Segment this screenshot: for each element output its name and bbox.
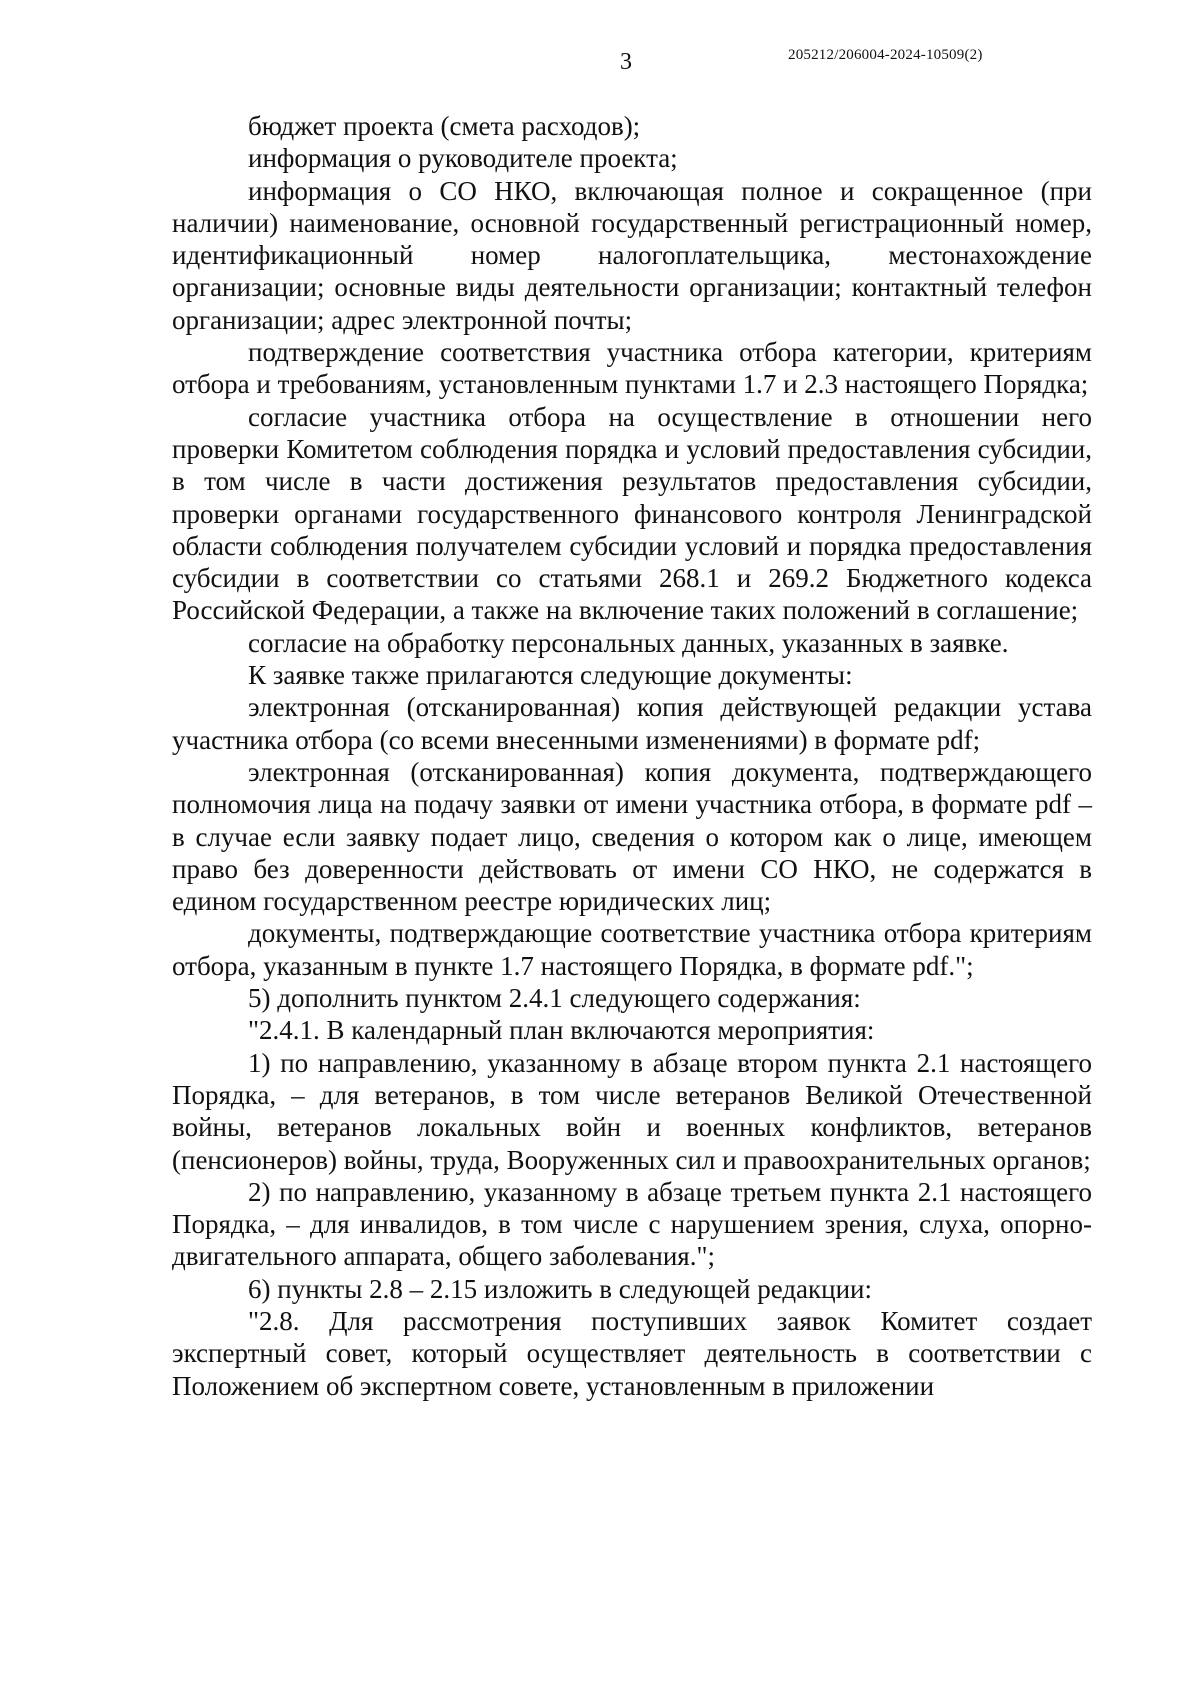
page-number: 3	[620, 49, 632, 75]
paragraph: согласие участника отбора на осуществление в отношении него проверки Комитетом соблюдения порядка и условий предоставления субсидии, в том числе в части достижения результатов предоставления субсидии, проверки органами государственного финансового контроля Ленинградской области соблюдения получателем субсидии условий и порядка предоставления субсидии в соответствии со статьями 268.1 и 269.2 Бюджетного кодекса Российской Федерации, а также на включение таких положений в соглашение;	[172, 401, 1092, 626]
paragraph: информация о руководителе проекта;	[248, 143, 678, 174]
paragraph: подтверждение соответствия участника отбора категории, критериям отбора и требованиям, установленным пунктами 1.7 и 2.3 настоящего Порядка;	[172, 337, 1092, 400]
document-body	[172, 110, 1092, 1402]
paragraph: 2) по направлению, указанному в абзаце третьем пункта 2.1 настоящего Порядка, – для инвалидов, в том числе с нарушением зрения, слуха, опорно-двигательного аппарата, общего заболевания.";	[172, 1176, 1092, 1272]
paragraph: 1) по направлению, указанному в абзаце втором пункта 2.1 настоящего Порядка, – для ветеранов, в том числе ветеранов Великой Отечественной войны, ветеранов локальных войн и военных конфликтов, ветеранов (пенсионеров) войны, труда, Вооруженных сил и правоохранительных органов;	[172, 1047, 1092, 1175]
paragraph: 6) пункты 2.8 – 2.15 изложить в следующей редакции:	[248, 1273, 873, 1304]
paragraph: документы, подтверждающие соответствие участника отбора критериям отбора, указанным в пункте 1.7 настоящего Порядка, в формате pdf.";	[172, 918, 1092, 981]
paragraph: бюджет проекта (смета расходов);	[248, 111, 641, 141]
paragraph: электронная (отсканированная) копия документа, подтверждающего полномочия лица на подачу заявки от имени участника отбора, в формате pdf – в случае если заявку подает лицо, сведения о котором как о лице, имеющем право без доверенности действовать от имени СО НКО, не содержатся в едином государственном реестре юридических лиц;	[172, 756, 1092, 917]
paragraph: К заявке также прилагаются следующие документы:	[248, 660, 853, 691]
paragraph: согласие на обработку персональных данных, указанных в заявке.	[248, 627, 1009, 658]
paragraph: 5) дополнить пунктом 2.4.1 следующего содержания:	[248, 983, 861, 1014]
paragraph: информация о СО НКО, включающая полное и сокращенное (при наличии) наименование, основной государственный регистрационный номер, идентификационный номер налогоплательщика, местонахождение организации; основные виды деятельности организации; контактный телефон организации; адрес электронной почты;	[172, 175, 1092, 335]
paragraph: электронная (отсканированная) копия действующей редакции устава участника отбора (со всеми внесенными изменениями) в формате pdf;	[172, 692, 1092, 755]
document-id: 205212/206004-2024-10509(2)	[788, 47, 983, 63]
paragraph: "2.8. Для рассмотрения поступивших заявок Комитет создает экспертный совет, который осуществляет деятельность в соответствии с Положением об экспертном совете, установленным в приложении	[172, 1305, 1092, 1401]
paragraph: "2.4.1. В календарный план включаются мероприятия:	[248, 1015, 875, 1046]
